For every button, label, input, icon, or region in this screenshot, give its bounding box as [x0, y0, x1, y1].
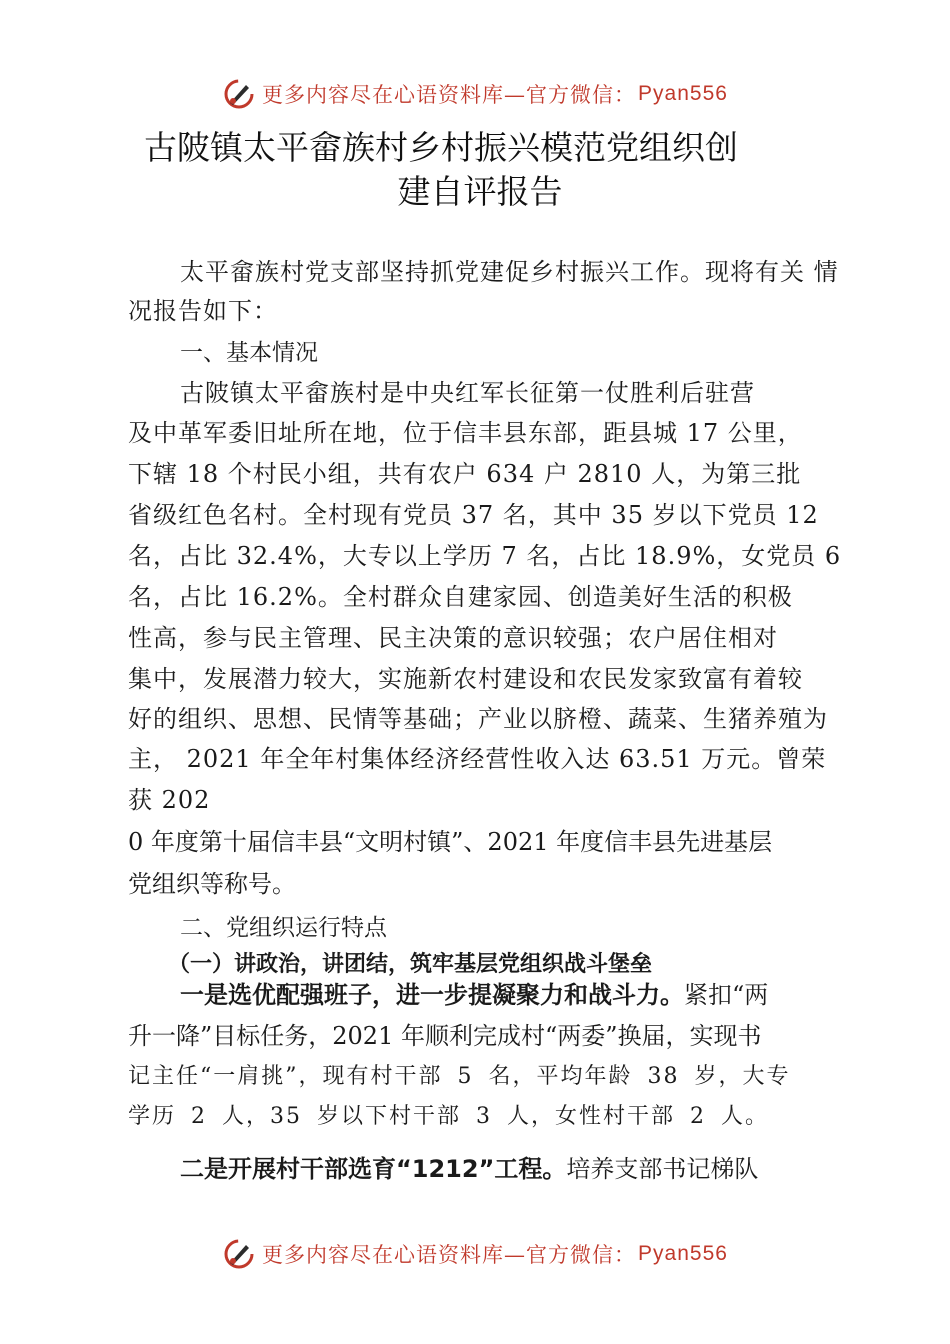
section-1-line: 古陂镇太平畲族村是中央红军长征第一仗胜利后驻营: [180, 379, 755, 407]
intro-line-2: 况报告如下：: [128, 297, 278, 325]
header-banner: [0, 70, 950, 118]
section-1-line: 好的组织、思想、民情等基础；产业以脐橙、蔬菜、生猪养殖为: [128, 705, 828, 733]
section-1-line: 主， 2021 年全年村集体经济经营性收入达 63.51 万元。曾荣: [128, 745, 827, 773]
section-1-line: 集中，发展潜力较大，实施新农村建设和农民发家致富有着较: [128, 665, 803, 693]
section-2-heading: 二、党组织运行特点: [180, 915, 387, 941]
brush-logo-icon: [222, 77, 256, 111]
section-1-line: 下辖 18 个村民小组，共有农户 634 户 2810 人，为第三批: [128, 460, 802, 488]
brush-logo-icon: [222, 1237, 256, 1271]
section-1-line: 名，占比 16.2%。全村群众自建家园、创造美好生活的积极: [128, 583, 793, 611]
paragraph-2-first-line: [180, 1154, 830, 1184]
paragraph-1-line: 记主任“一肩挑”，现有村干部 5 名，平均年龄 38 岁，大专: [128, 1064, 791, 1089]
intro-line-1: 太平畲族村党支部坚持抓党建促乡村振兴工作。现将有关 情: [180, 258, 839, 286]
section-1-line: 党组织等称号。: [128, 870, 296, 898]
banner-wechat-id: Pyan556: [638, 1242, 728, 1265]
document-title: [120, 126, 840, 214]
section-1-line: 获 202: [128, 786, 211, 814]
section-1-line: 名，占比 32.4%，大专以上学历 7 名，占比 18.9%，女党员 6: [128, 542, 842, 570]
footer-banner: [0, 1230, 950, 1278]
paragraph-1-first-line: [180, 980, 830, 1010]
paragraph-2-lead: 二是开展村干部选育“1212”工程。: [180, 1155, 567, 1183]
paragraph-1-lead: 一是选优配强班子，进一步提凝聚力和战斗力。: [180, 981, 684, 1009]
banner-text: 更多内容尽在心语资料库—官方微信：: [262, 83, 637, 107]
title-line-1: 古陂镇太平畲族村乡村振兴模范党组织创: [144, 128, 738, 167]
paragraph-2-rest: 培养支部书记梯队: [566, 1155, 759, 1183]
paragraph-1-line: 升一降”目标任务，2021 年顺利完成村“两委”换届，实现书: [128, 1022, 762, 1050]
section-1-line: 性高，参与民主管理、民主决策的意识较强；农户居住相对: [128, 624, 778, 652]
paragraph-1-rest: 紧扣“两: [684, 981, 769, 1009]
title-line-2: 建自评报告: [397, 172, 563, 211]
section-1-heading: 一、基本情况: [180, 340, 318, 366]
paragraph-1-line: 学历 2 人，35 岁以下村干部 3 人，女性村干部 2 人。: [128, 1104, 769, 1129]
section-2-subheading: （一）讲政治，讲团结，筑牢基层党组织战斗堡垒: [168, 952, 653, 977]
banner-wechat-id: Pyan556: [638, 82, 728, 105]
section-1-line: 0 年度第十届信丰县“文明村镇”、2021 年度信丰县先进基层: [128, 828, 773, 856]
section-1-line: 省级红色名村。全村现有党员 37 名，其中 35 岁以下党员 12: [128, 501, 819, 529]
section-1-line: 及中革军委旧址所在地，位于信丰县东部，距县城 17 公里，: [128, 419, 803, 447]
banner-text: 更多内容尽在心语资料库—官方微信：: [262, 1243, 637, 1267]
